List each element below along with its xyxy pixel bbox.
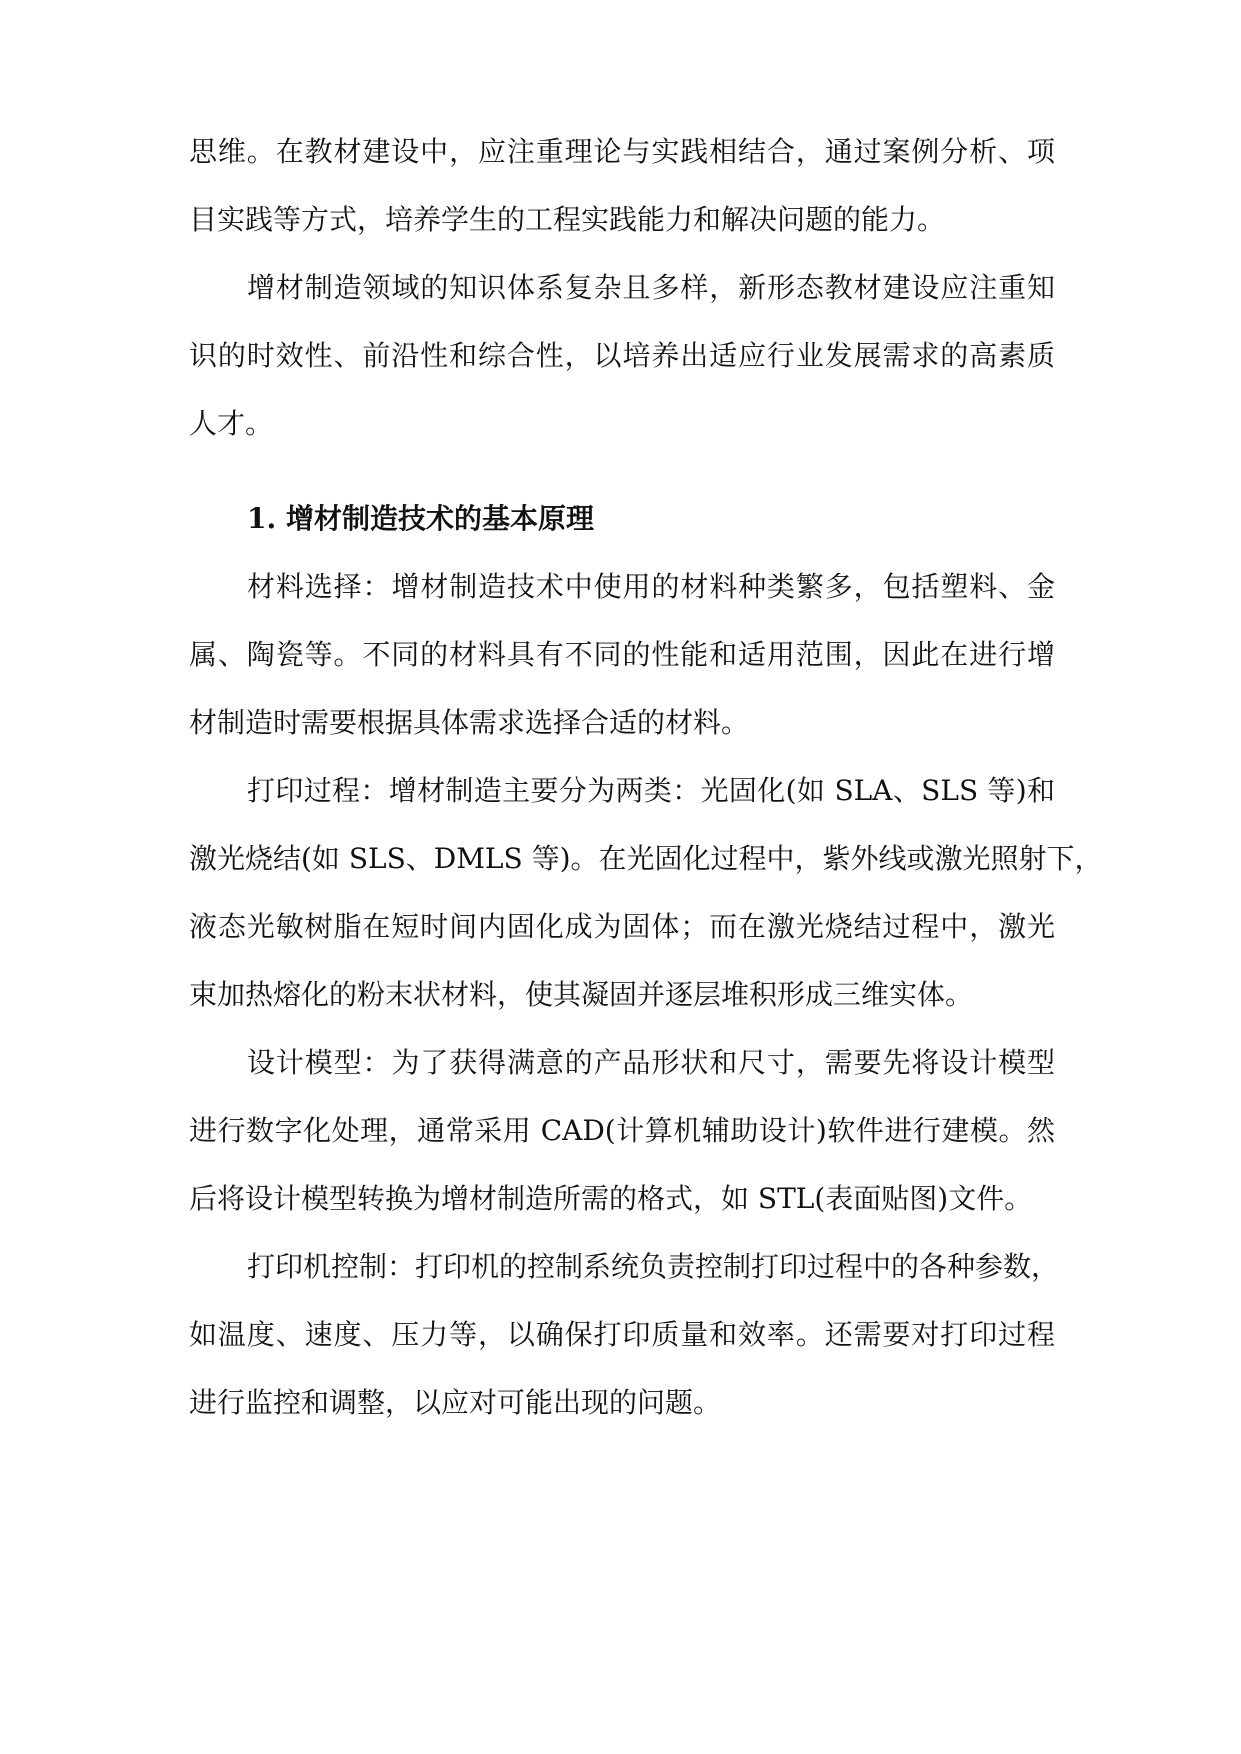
paragraph-line: 设计模型：为了获得满意的产品形状和尺寸，需要先将设计模型 — [247, 1046, 1055, 1079]
paragraph-line: 进行监控和调整，以应对可能出现的问题。 — [189, 1386, 722, 1419]
paragraph-line: 如温度、速度、压力等，以确保打印质量和效率。还需要对打印过程 — [189, 1318, 1055, 1351]
paragraph-line: 属、陶瓷等。不同的材料具有不同的性能和适用范围，因此在进行增 — [189, 638, 1055, 671]
paragraph-line: 材料选择：增材制造技术中使用的材料种类繁多，包括塑料、金 — [247, 570, 1055, 603]
section-heading: 1. 增材制造技术的基本原理 — [247, 502, 594, 535]
paragraph-line: 思维。在教材建设中，应注重理论与实践相结合，通过案例分析、项 — [189, 135, 1055, 168]
paragraph-line: 打印过程：增材制造主要分为两类：光固化(如 SLA、SLS 等)和 — [247, 774, 1055, 807]
paragraph-line: 激光烧结(如 SLS、DMLS 等)。在光固化过程中，紫外线或激光照射下， — [189, 842, 1103, 875]
paragraph-line: 液态光敏树脂在短时间内固化成为固体；而在激光烧结过程中，激光 — [189, 910, 1055, 943]
paragraph-line: 识的时效性、前沿性和综合性，以培养出适应行业发展需求的高素质 — [189, 339, 1055, 372]
paragraph-line: 后将设计模型转换为增材制造所需的格式，如 STL(表面贴图)文件。 — [189, 1182, 1033, 1215]
paragraph-line: 进行数字化处理，通常采用 CAD(计算机辅助设计)软件进行建模。然 — [189, 1114, 1055, 1147]
paragraph-line: 打印机控制：打印机的控制系统负责控制打印过程中的各种参数， — [247, 1250, 1060, 1283]
paragraph-line: 目实践等方式，培养学生的工程实践能力和解决问题的能力。 — [189, 203, 946, 236]
paragraph-line: 材制造时需要根据具体需求选择合适的材料。 — [189, 706, 750, 739]
paragraph-line: 人才。 — [189, 407, 274, 440]
paragraph-line: 束加热熔化的粉末状材料，使其凝固并逐层堆积形成三维实体。 — [189, 978, 974, 1011]
paragraph-line: 增材制造领域的知识体系复杂且多样，新形态教材建设应注重知 — [247, 271, 1055, 304]
